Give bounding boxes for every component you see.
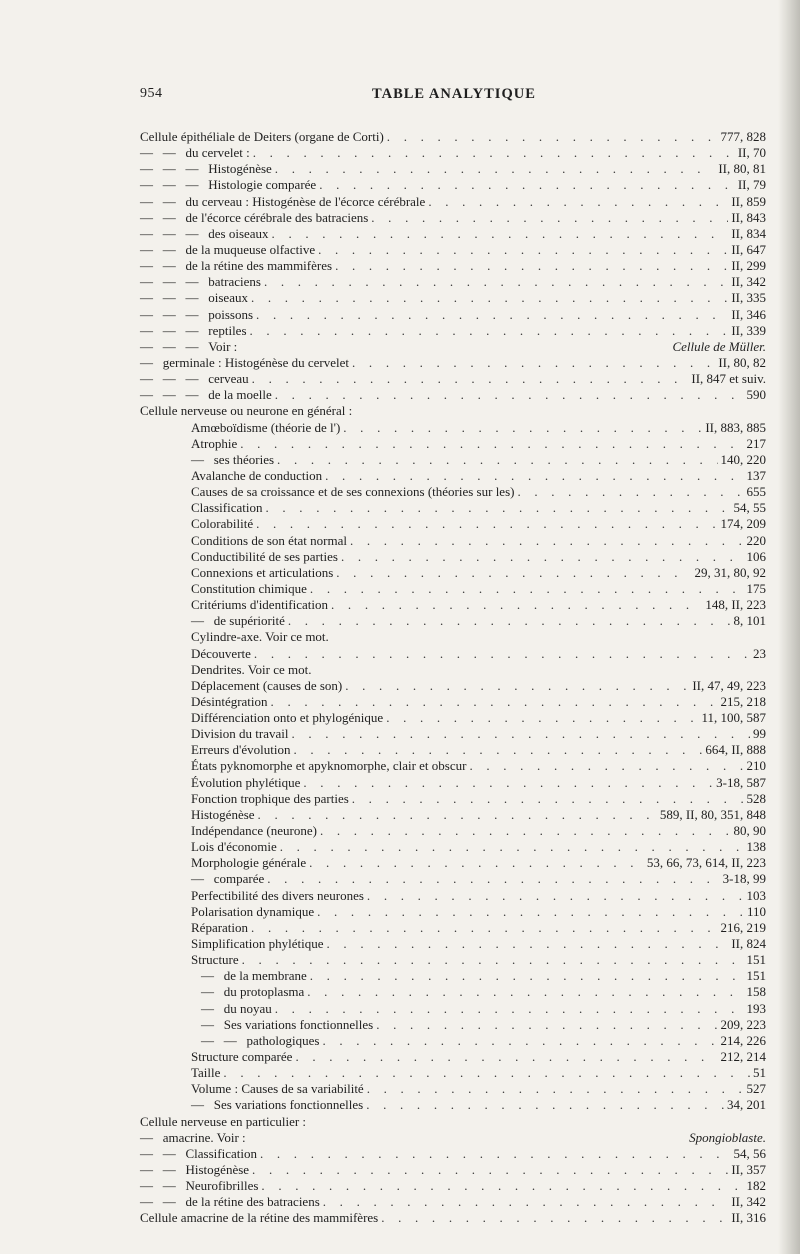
dot-leader bbox=[256, 307, 728, 323]
index-entry bbox=[140, 1001, 766, 1017]
dot-leader bbox=[275, 161, 716, 177]
index-entry-text: Avalanche de conduction bbox=[191, 467, 323, 483]
index-entry bbox=[140, 1097, 766, 1113]
index-entry bbox=[140, 920, 766, 936]
dot-leader bbox=[303, 775, 713, 791]
index-entry-crossref: Spongioblaste. bbox=[689, 1129, 766, 1145]
index-entry bbox=[140, 952, 766, 968]
index-entry bbox=[140, 1146, 766, 1162]
dot-leader bbox=[280, 839, 744, 855]
index-entry-text: — — Neurofibrilles bbox=[140, 1178, 259, 1194]
dot-leader bbox=[366, 1097, 724, 1113]
index-entry bbox=[140, 791, 766, 807]
dot-leader bbox=[256, 516, 717, 532]
dot-leader bbox=[345, 678, 689, 694]
index-entry-page-ref: 217 bbox=[746, 435, 766, 451]
dot-leader bbox=[264, 274, 728, 290]
index-entry bbox=[140, 323, 766, 339]
index-entry-text: Évolution phylétique bbox=[191, 774, 301, 790]
dot-leader bbox=[288, 613, 731, 629]
dot-leader bbox=[253, 145, 735, 161]
index-entry-text: États pyknomorphe et apyknomorphe, clair et obscur bbox=[191, 758, 467, 774]
dot-leader bbox=[319, 177, 735, 193]
index-entry bbox=[140, 871, 766, 887]
index-entry-page-ref: II, 843 bbox=[731, 209, 766, 225]
index-entry-text: Structure bbox=[191, 952, 239, 968]
dot-leader bbox=[352, 355, 715, 371]
index-entry-text: Classification bbox=[191, 500, 263, 516]
dot-leader bbox=[307, 984, 743, 1000]
index-entry-text: — — — de la moelle bbox=[140, 387, 272, 403]
index-entry-text: — — Classification bbox=[140, 1145, 257, 1161]
index-entry-page-ref: II, 834 bbox=[731, 225, 766, 241]
index-entry-text: Polarisation dynamique bbox=[191, 903, 315, 919]
index-entry-text: Causes de sa croissance et de ses connexions (théories sur les) bbox=[191, 484, 515, 500]
dot-leader bbox=[325, 468, 743, 484]
index-entry-page-ref: II, 346 bbox=[731, 306, 766, 322]
index-entry-text: — — de la rétine des mammifères bbox=[140, 258, 333, 274]
index-entry-text: — — — oiseaux bbox=[140, 290, 248, 306]
index-entry bbox=[140, 613, 766, 629]
index-entry-text: — — — des oiseaux bbox=[140, 225, 269, 241]
analytic-index bbox=[140, 129, 766, 1227]
index-entry-text: — — — cerveau bbox=[140, 371, 249, 387]
index-entry-page-ref: II, 824 bbox=[731, 936, 766, 952]
index-entry-text: Perfectibilité des divers neurones bbox=[191, 887, 364, 903]
index-entry bbox=[140, 823, 766, 839]
index-entry-page-ref: 220 bbox=[746, 532, 766, 548]
index-entry bbox=[140, 371, 766, 387]
index-entry-page-ref: 54, 55 bbox=[733, 500, 766, 516]
dot-leader bbox=[331, 597, 702, 613]
index-entry bbox=[140, 904, 766, 920]
dot-leader bbox=[266, 500, 731, 516]
dot-leader bbox=[250, 323, 729, 339]
index-entry-text: Indépendance (neurone) bbox=[191, 823, 317, 839]
dot-leader bbox=[367, 1081, 744, 1097]
index-entry-text: — Ses variations fonctionnelles bbox=[191, 1097, 364, 1113]
dot-leader bbox=[310, 968, 744, 984]
index-entry bbox=[140, 355, 766, 371]
index-entry-page-ref: 3-18, 99 bbox=[722, 871, 766, 887]
index-entry bbox=[140, 726, 766, 742]
index-entry bbox=[140, 226, 766, 242]
dot-leader bbox=[267, 871, 719, 887]
index-entry-text: — — — poissons bbox=[140, 306, 254, 322]
index-entry-text: — — — Voir : bbox=[140, 338, 241, 354]
index-entry-text: Cylindre-axe. Voir ce mot. bbox=[191, 629, 329, 645]
index-entry bbox=[140, 307, 766, 323]
index-entry-page-ref: 3-18, 587 bbox=[716, 774, 766, 790]
index-entry bbox=[140, 581, 766, 597]
index-entry bbox=[140, 1194, 766, 1210]
index-entry bbox=[140, 1178, 766, 1194]
index-entry bbox=[140, 1130, 766, 1146]
index-entry-text: Déplacement (causes de son) bbox=[191, 677, 343, 693]
index-entry-page-ref: 655 bbox=[746, 484, 766, 500]
index-entry-text: Dendrites. Voir ce mot. bbox=[191, 661, 312, 677]
index-entry bbox=[140, 646, 766, 662]
dot-leader bbox=[381, 1210, 728, 1226]
index-entry-text: — de supériorité bbox=[191, 613, 285, 629]
index-entry-page-ref: 103 bbox=[746, 887, 766, 903]
dot-leader bbox=[277, 452, 717, 468]
index-entry-page-ref: 158 bbox=[746, 984, 766, 1000]
index-entry-page-ref: 777, 828 bbox=[720, 129, 766, 144]
index-entry bbox=[140, 1210, 766, 1226]
dot-leader bbox=[310, 581, 744, 597]
index-entry-text: Connexions et articulations bbox=[191, 564, 334, 580]
index-entry bbox=[140, 533, 766, 549]
index-entry bbox=[140, 1114, 766, 1130]
index-entry-page-ref: II, 847 et suiv. bbox=[691, 371, 766, 387]
page-header bbox=[140, 86, 790, 106]
page-number: 954 bbox=[140, 86, 163, 101]
index-entry-text: Histogénèse bbox=[191, 806, 255, 822]
index-entry-text: Constitution chimique bbox=[191, 580, 307, 596]
index-entry-text: — comparée bbox=[191, 871, 265, 887]
index-entry-text: — — — batraciens bbox=[140, 274, 261, 290]
dot-leader bbox=[352, 791, 744, 807]
dot-leader bbox=[428, 194, 728, 210]
index-entry bbox=[140, 1081, 766, 1097]
index-entry-text: — — Histogénèse bbox=[140, 1162, 250, 1177]
index-entry bbox=[140, 290, 766, 306]
index-entry-page-ref: II, 342 bbox=[731, 274, 766, 290]
index-entry bbox=[140, 129, 766, 145]
index-entry-page-ref: II, 299 bbox=[731, 258, 766, 274]
index-entry-page-ref: 140, 220 bbox=[720, 451, 766, 467]
index-entry-text: Découverte bbox=[191, 645, 251, 661]
index-entry-text: Amœboïdisme (théorie de l') bbox=[191, 419, 341, 435]
index-entry-text: Cellule épithéliale de Deiters (organe de Corti) bbox=[140, 129, 384, 144]
index-entry-text: Fonction trophique des parties bbox=[191, 790, 349, 806]
dot-leader bbox=[341, 549, 744, 565]
index-entry bbox=[140, 888, 766, 904]
index-entry-page-ref: II, 80, 82 bbox=[718, 354, 766, 370]
index-entry bbox=[140, 742, 766, 758]
index-entry-text: — de la membrane bbox=[201, 968, 307, 984]
index-entry bbox=[140, 968, 766, 984]
index-entry bbox=[140, 194, 766, 210]
index-entry-page-ref: II, 70 bbox=[737, 145, 766, 161]
index-entry-page-ref: 148, II, 223 bbox=[705, 597, 766, 613]
dot-leader bbox=[260, 1146, 731, 1162]
index-entry bbox=[140, 1162, 766, 1178]
index-entry-text: Conditions de son état normal bbox=[191, 532, 347, 548]
index-entry bbox=[140, 1065, 766, 1081]
dot-leader bbox=[261, 1178, 743, 1194]
index-entry-page-ref: 209, 223 bbox=[720, 1016, 766, 1032]
index-entry bbox=[140, 1049, 766, 1065]
index-entry bbox=[140, 468, 766, 484]
index-entry-text: Simplification phylétique bbox=[191, 936, 324, 952]
index-entry-text: Erreurs d'évolution bbox=[191, 742, 291, 758]
index-entry bbox=[140, 161, 766, 177]
index-entry-text: Réparation bbox=[191, 919, 249, 935]
index-entry-page-ref: II, 339 bbox=[731, 322, 766, 338]
dot-leader bbox=[320, 823, 731, 839]
index-entry-page-ref: 34, 201 bbox=[727, 1097, 766, 1113]
index-entry bbox=[140, 210, 766, 226]
running-title: TABLE ANALYTIQUE bbox=[372, 86, 536, 102]
index-entry-text: — — — reptiles bbox=[140, 322, 247, 338]
index-entry bbox=[140, 242, 766, 258]
dot-leader bbox=[275, 1001, 744, 1017]
dot-leader bbox=[376, 1017, 717, 1033]
index-entry bbox=[140, 855, 766, 871]
dot-leader bbox=[258, 807, 657, 823]
index-entry-page-ref: 151 bbox=[746, 952, 766, 968]
index-entry bbox=[140, 678, 766, 694]
dot-leader bbox=[309, 855, 644, 871]
index-entry bbox=[140, 516, 766, 532]
index-entry-page-ref: II, 47, 49, 223 bbox=[692, 677, 766, 693]
index-entry bbox=[140, 387, 766, 403]
page-edge-shadow bbox=[778, 0, 800, 1254]
dot-leader bbox=[318, 242, 728, 258]
index-entry-page-ref: 216, 219 bbox=[720, 919, 766, 935]
dot-leader bbox=[469, 758, 743, 774]
dot-leader bbox=[271, 694, 718, 710]
dot-leader bbox=[387, 129, 718, 145]
dot-leader bbox=[242, 952, 744, 968]
index-entry bbox=[140, 758, 766, 774]
index-entry bbox=[140, 420, 766, 436]
dot-leader bbox=[252, 371, 689, 387]
index-entry-page-ref: 8, 101 bbox=[733, 613, 766, 629]
index-entry bbox=[140, 1017, 766, 1033]
index-entry-text: Cellule amacrine de la rétine des mammifères bbox=[140, 1210, 379, 1226]
index-entry-page-ref: 99 bbox=[753, 726, 766, 742]
index-entry bbox=[140, 839, 766, 855]
index-entry-text: — du protoplasma bbox=[201, 984, 305, 1000]
index-entry-crossref: Cellule de Müller. bbox=[672, 338, 766, 354]
index-entry bbox=[140, 629, 766, 645]
index-entry-page-ref: 29, 31, 80, 92 bbox=[694, 564, 766, 580]
index-entry-text: Morphologie générale bbox=[191, 855, 307, 871]
dot-leader bbox=[251, 920, 717, 936]
index-entry-page-ref: II, 335 bbox=[731, 290, 766, 306]
index-entry-text: Désintégration bbox=[191, 693, 268, 709]
dot-leader bbox=[292, 726, 751, 742]
index-entry-page-ref: 11, 100, 587 bbox=[701, 710, 766, 726]
dot-leader bbox=[336, 565, 691, 581]
index-entry bbox=[140, 500, 766, 516]
index-entry-page-ref: 212, 214 bbox=[720, 1049, 766, 1065]
index-entry-page-ref: 193 bbox=[746, 1000, 766, 1016]
index-entry bbox=[140, 710, 766, 726]
index-entry-text: Structure comparée bbox=[191, 1049, 293, 1065]
dot-leader bbox=[252, 1162, 728, 1178]
index-entry-text: Lois d'économie bbox=[191, 839, 277, 855]
index-entry bbox=[140, 1033, 766, 1049]
dot-leader bbox=[275, 387, 744, 403]
index-entry bbox=[140, 274, 766, 290]
index-entry-text: — — du cerveau : Histogénèse de l'écorce cérébrale bbox=[140, 193, 426, 209]
index-entry bbox=[140, 258, 766, 274]
dot-leader bbox=[240, 436, 743, 452]
index-entry-page-ref: II, 80, 81 bbox=[718, 161, 766, 177]
index-entry-text: Volume : Causes de sa variabilité bbox=[191, 1081, 364, 1097]
index-entry-page-ref: 182 bbox=[746, 1178, 766, 1194]
dot-leader bbox=[323, 1194, 729, 1210]
index-entry-text: Division du travail bbox=[191, 726, 289, 742]
index-entry-text: — ses théories bbox=[191, 451, 275, 467]
index-entry bbox=[140, 436, 766, 452]
index-entry bbox=[140, 145, 766, 161]
dot-leader bbox=[350, 533, 744, 549]
dot-leader bbox=[517, 484, 743, 500]
index-entry-text: Taille bbox=[191, 1065, 221, 1081]
index-entry-text: Cellule nerveuse en particulier : bbox=[140, 1113, 307, 1129]
index-entry-text: — — du cervelet : bbox=[140, 145, 250, 161]
index-entry bbox=[140, 597, 766, 613]
index-entry-text: — — de la rétine des batraciens bbox=[140, 1194, 320, 1210]
index-entry-page-ref: 589, II, 80, 351, 848 bbox=[659, 806, 766, 822]
index-entry-text: Conductibilité de ses parties bbox=[191, 548, 338, 564]
index-entry bbox=[140, 984, 766, 1000]
index-entry-page-ref: 664, II, 888 bbox=[705, 742, 766, 758]
index-entry-page-ref: II, 647 bbox=[731, 241, 766, 257]
index-entry bbox=[140, 177, 766, 193]
index-entry-page-ref: 138 bbox=[746, 839, 766, 855]
index-entry-text: — amacrine. Voir : bbox=[140, 1129, 249, 1145]
index-entry bbox=[140, 662, 766, 678]
index-entry-page-ref: II, 316 bbox=[731, 1210, 766, 1226]
index-entry-page-ref: 106 bbox=[746, 548, 766, 564]
dot-leader bbox=[371, 210, 728, 226]
index-entry-page-ref: II, 357 bbox=[731, 1162, 766, 1177]
index-entry-page-ref: 23 bbox=[753, 645, 766, 661]
index-entry-text: — Ses variations fonctionnelles bbox=[201, 1016, 374, 1032]
dot-leader bbox=[254, 646, 750, 662]
index-entry-page-ref: 527 bbox=[746, 1081, 766, 1097]
index-entry-page-ref: 174, 209 bbox=[720, 516, 766, 532]
dot-leader bbox=[343, 420, 702, 436]
index-entry-page-ref: 137 bbox=[746, 467, 766, 483]
index-entry-page-ref: 590 bbox=[746, 387, 766, 403]
index-entry-text: Cellule nerveuse ou neurone en général : bbox=[140, 403, 353, 419]
index-entry-page-ref: 214, 226 bbox=[720, 1032, 766, 1048]
index-entry-page-ref: 110 bbox=[746, 903, 766, 919]
index-entry-text: — — pathologiques bbox=[201, 1032, 320, 1048]
index-entry bbox=[140, 936, 766, 952]
dot-leader bbox=[223, 1065, 750, 1081]
index-entry-text: — du noyau bbox=[201, 1000, 272, 1016]
dot-leader bbox=[327, 936, 729, 952]
index-entry-page-ref: II, 883, 885 bbox=[705, 419, 766, 435]
index-entry-page-ref: 175 bbox=[746, 580, 766, 596]
index-entry-text: Colorabilité bbox=[191, 516, 254, 532]
index-entry-page-ref: 210 bbox=[746, 758, 766, 774]
index-entry-text: Différenciation onto et phylogénique bbox=[191, 710, 384, 726]
index-entry-page-ref: II, 859 bbox=[731, 193, 766, 209]
index-entry-text: — — — Histologie comparée bbox=[140, 177, 317, 193]
index-entry-text: — — de l'écorce cérébrale des batraciens bbox=[140, 209, 369, 225]
index-entry-page-ref: II, 342 bbox=[731, 1194, 766, 1210]
index-entry-page-ref: 53, 66, 73, 614, II, 223 bbox=[646, 855, 766, 871]
index-entry-page-ref: 51 bbox=[753, 1065, 766, 1081]
index-entry-page-ref: 54, 56 bbox=[733, 1145, 766, 1161]
dot-leader bbox=[293, 742, 702, 758]
index-entry bbox=[140, 403, 766, 419]
index-entry bbox=[140, 452, 766, 468]
index-entry bbox=[140, 565, 766, 581]
dot-leader bbox=[317, 904, 744, 920]
dot-leader bbox=[251, 290, 728, 306]
index-entry bbox=[140, 339, 766, 355]
index-entry bbox=[140, 549, 766, 565]
index-entry-page-ref: 215, 218 bbox=[720, 693, 766, 709]
index-entry-page-ref: 528 bbox=[746, 790, 766, 806]
index-entry bbox=[140, 484, 766, 500]
index-entry-page-ref: 80, 90 bbox=[733, 823, 766, 839]
dot-leader bbox=[295, 1049, 717, 1065]
index-entry-text: — — — Histogénèse bbox=[140, 161, 272, 177]
dot-leader bbox=[335, 258, 728, 274]
dot-leader bbox=[386, 710, 698, 726]
index-entry-text: Atrophie bbox=[191, 435, 238, 451]
index-entry-text: — — de la muqueuse olfactive bbox=[140, 241, 316, 257]
dot-leader bbox=[272, 226, 729, 242]
index-entry-page-ref: 151 bbox=[746, 968, 766, 984]
index-entry-text: Critériums d'identification bbox=[191, 597, 329, 613]
index-entry bbox=[140, 694, 766, 710]
index-entry-text: — germinale : Histogénèse du cervelet bbox=[140, 354, 350, 370]
index-entry bbox=[140, 807, 766, 823]
index-entry-page-ref: II, 79 bbox=[737, 177, 766, 193]
dot-leader bbox=[367, 888, 744, 904]
dot-leader bbox=[322, 1033, 717, 1049]
index-entry bbox=[140, 775, 766, 791]
